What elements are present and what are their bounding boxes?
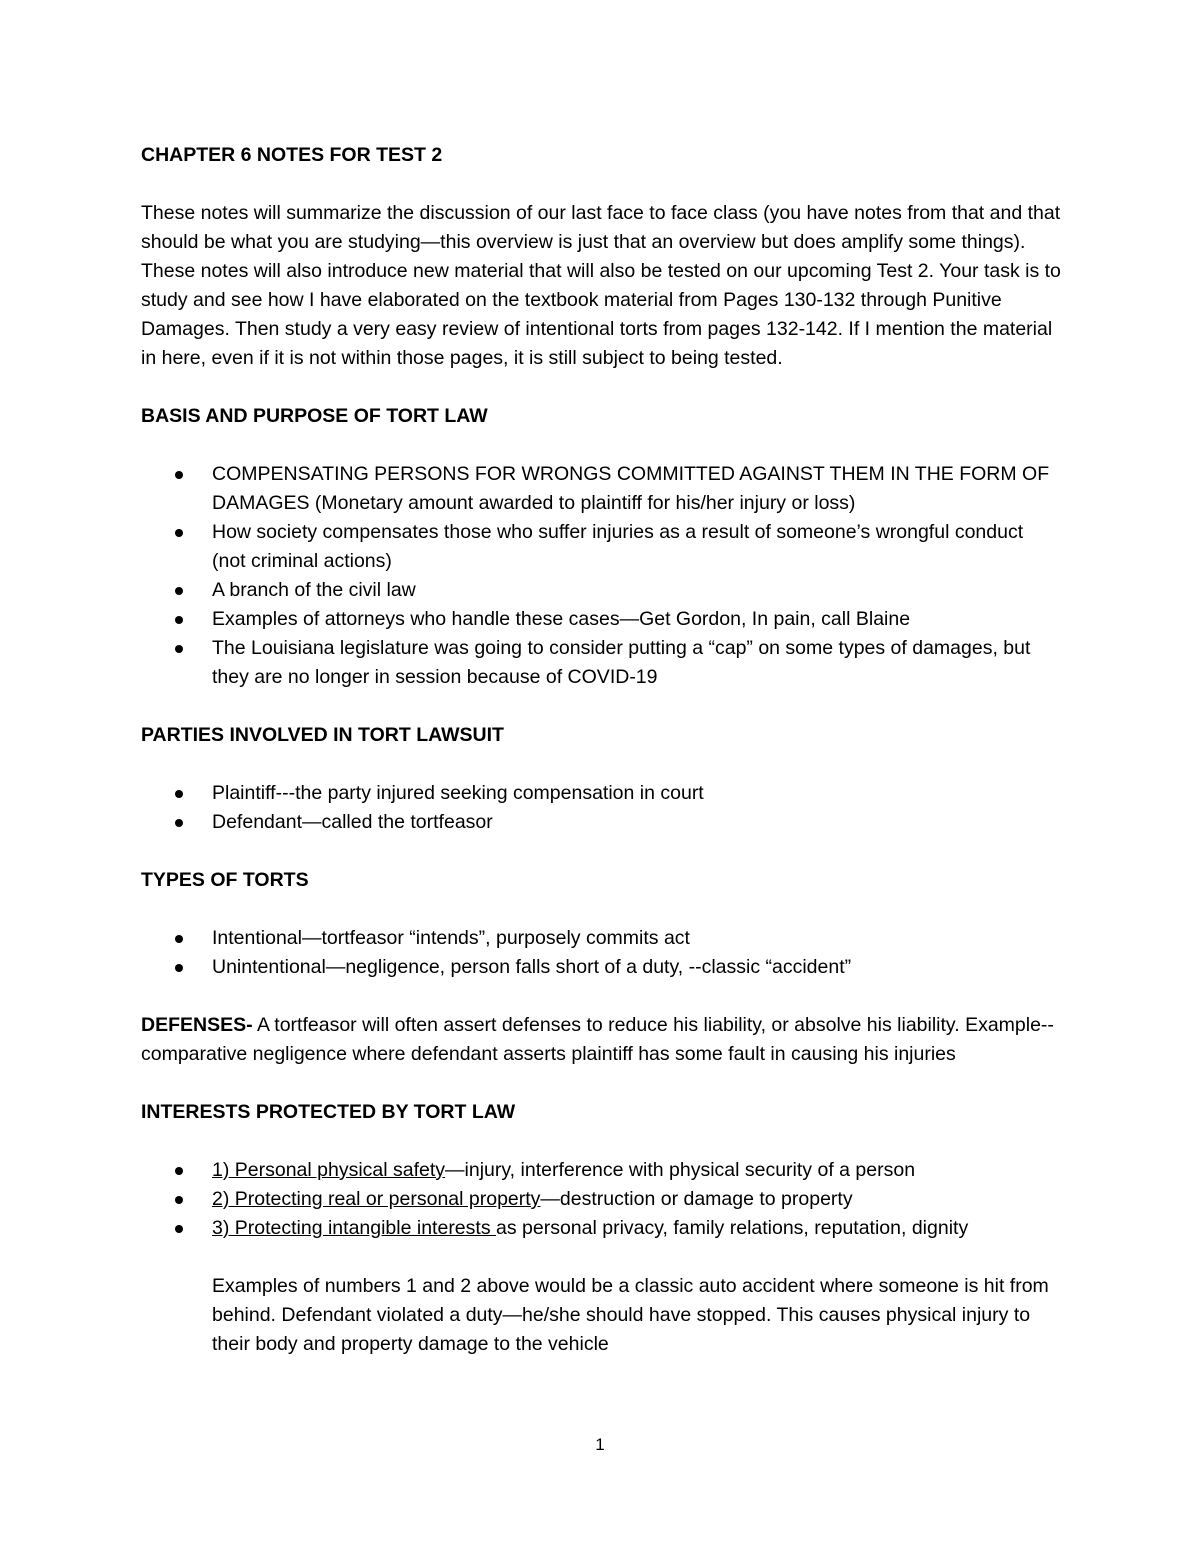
list-item: [141, 1214, 1061, 1243]
section-heading-parties: PARTIES INVOLVED IN TORT LAWSUIT: [141, 724, 504, 746]
list-item: The Louisiana legislature was going to consider putting a “cap” on some types of damages, but they are no longer in session because of COVID-19: [141, 634, 1061, 692]
document-title: CHAPTER 6 NOTES FOR TEST 2: [141, 144, 443, 166]
basis-list: [141, 460, 1061, 692]
list-item: A branch of the civil law: [141, 576, 1061, 605]
document-page: [141, 141, 1061, 1359]
defenses-paragraph: [141, 1011, 1061, 1069]
interest-title: 3) Protecting intangible interests: [212, 1217, 496, 1239]
interest-title: 1) Personal physical safety: [212, 1159, 446, 1181]
section-heading-types: TYPES OF TORTS: [141, 869, 309, 891]
list-item: Examples of attorneys who handle these cases—Get Gordon, In pain, call Blaine: [141, 605, 1061, 634]
list-item: [141, 1156, 1061, 1185]
interest-description: —injury, interference with physical security of a person: [445, 1159, 916, 1181]
interest-description: —destruction or damage to property: [540, 1188, 853, 1210]
list-item: Intentional—tortfeasor “intends”, purposely commits act: [141, 924, 1061, 953]
intro-paragraph: These notes will summarize the discussion of our last face to face class (you have notes from that and that should be what you are studying—this overview is just that an overview but does amplify some things). These notes will also introduce new material that will also be tested on our upcoming Test 2. Your task is to study and see how I have elaborated on the textbook material from Pages 130-132 through Punitive Damages. Then study a very easy review of intentional torts from pages 132-142. If I mention the material in here, even if it is not within those pages, it is still subject to being tested.: [141, 202, 1061, 369]
list-item: COMPENSATING PERSONS FOR WRONGS COMMITTED AGAINST THEM IN THE FORM OF DAMAGES (Monetary amount awarded to plaintiff for his/her injury or loss): [141, 460, 1061, 518]
interest-description: as personal privacy, family relations, reputation, dignity: [496, 1217, 969, 1239]
defenses-text: A tortfeasor will often assert defenses to reduce his liability, or absolve his liability. Example--comparative negligence where defendant asserts plaintiff has some fault in causing his injuries: [141, 1014, 1054, 1065]
defenses-label: DEFENSES-: [141, 1014, 253, 1036]
parties-list: [141, 779, 1061, 837]
list-item: Unintentional—negligence, person falls short of a duty, --classic “accident”: [141, 953, 1061, 982]
list-item: Defendant—called the tortfeasor: [141, 808, 1061, 837]
section-heading-interests: INTERESTS PROTECTED BY TORT LAW: [141, 1101, 516, 1123]
list-item: [141, 1185, 1061, 1214]
list-item: How society compensates those who suffer injuries as a result of someone’s wrongful conduct (not criminal actions): [141, 518, 1061, 576]
interest-title: 2) Protecting real or personal property: [212, 1188, 541, 1210]
section-heading-basis: BASIS AND PURPOSE OF TORT LAW: [141, 405, 488, 427]
page-number: 1: [595, 1435, 605, 1454]
types-list: [141, 924, 1061, 982]
interests-list: [141, 1156, 1061, 1243]
interests-example-note: Examples of numbers 1 and 2 above would be a classic auto accident where someone is hit from behind. Defendant violated a duty—he/she should have stopped. This causes physical injury to their body and property damage to the vehicle: [212, 1275, 1049, 1355]
list-item: Plaintiff---the party injured seeking compensation in court: [141, 779, 1061, 808]
